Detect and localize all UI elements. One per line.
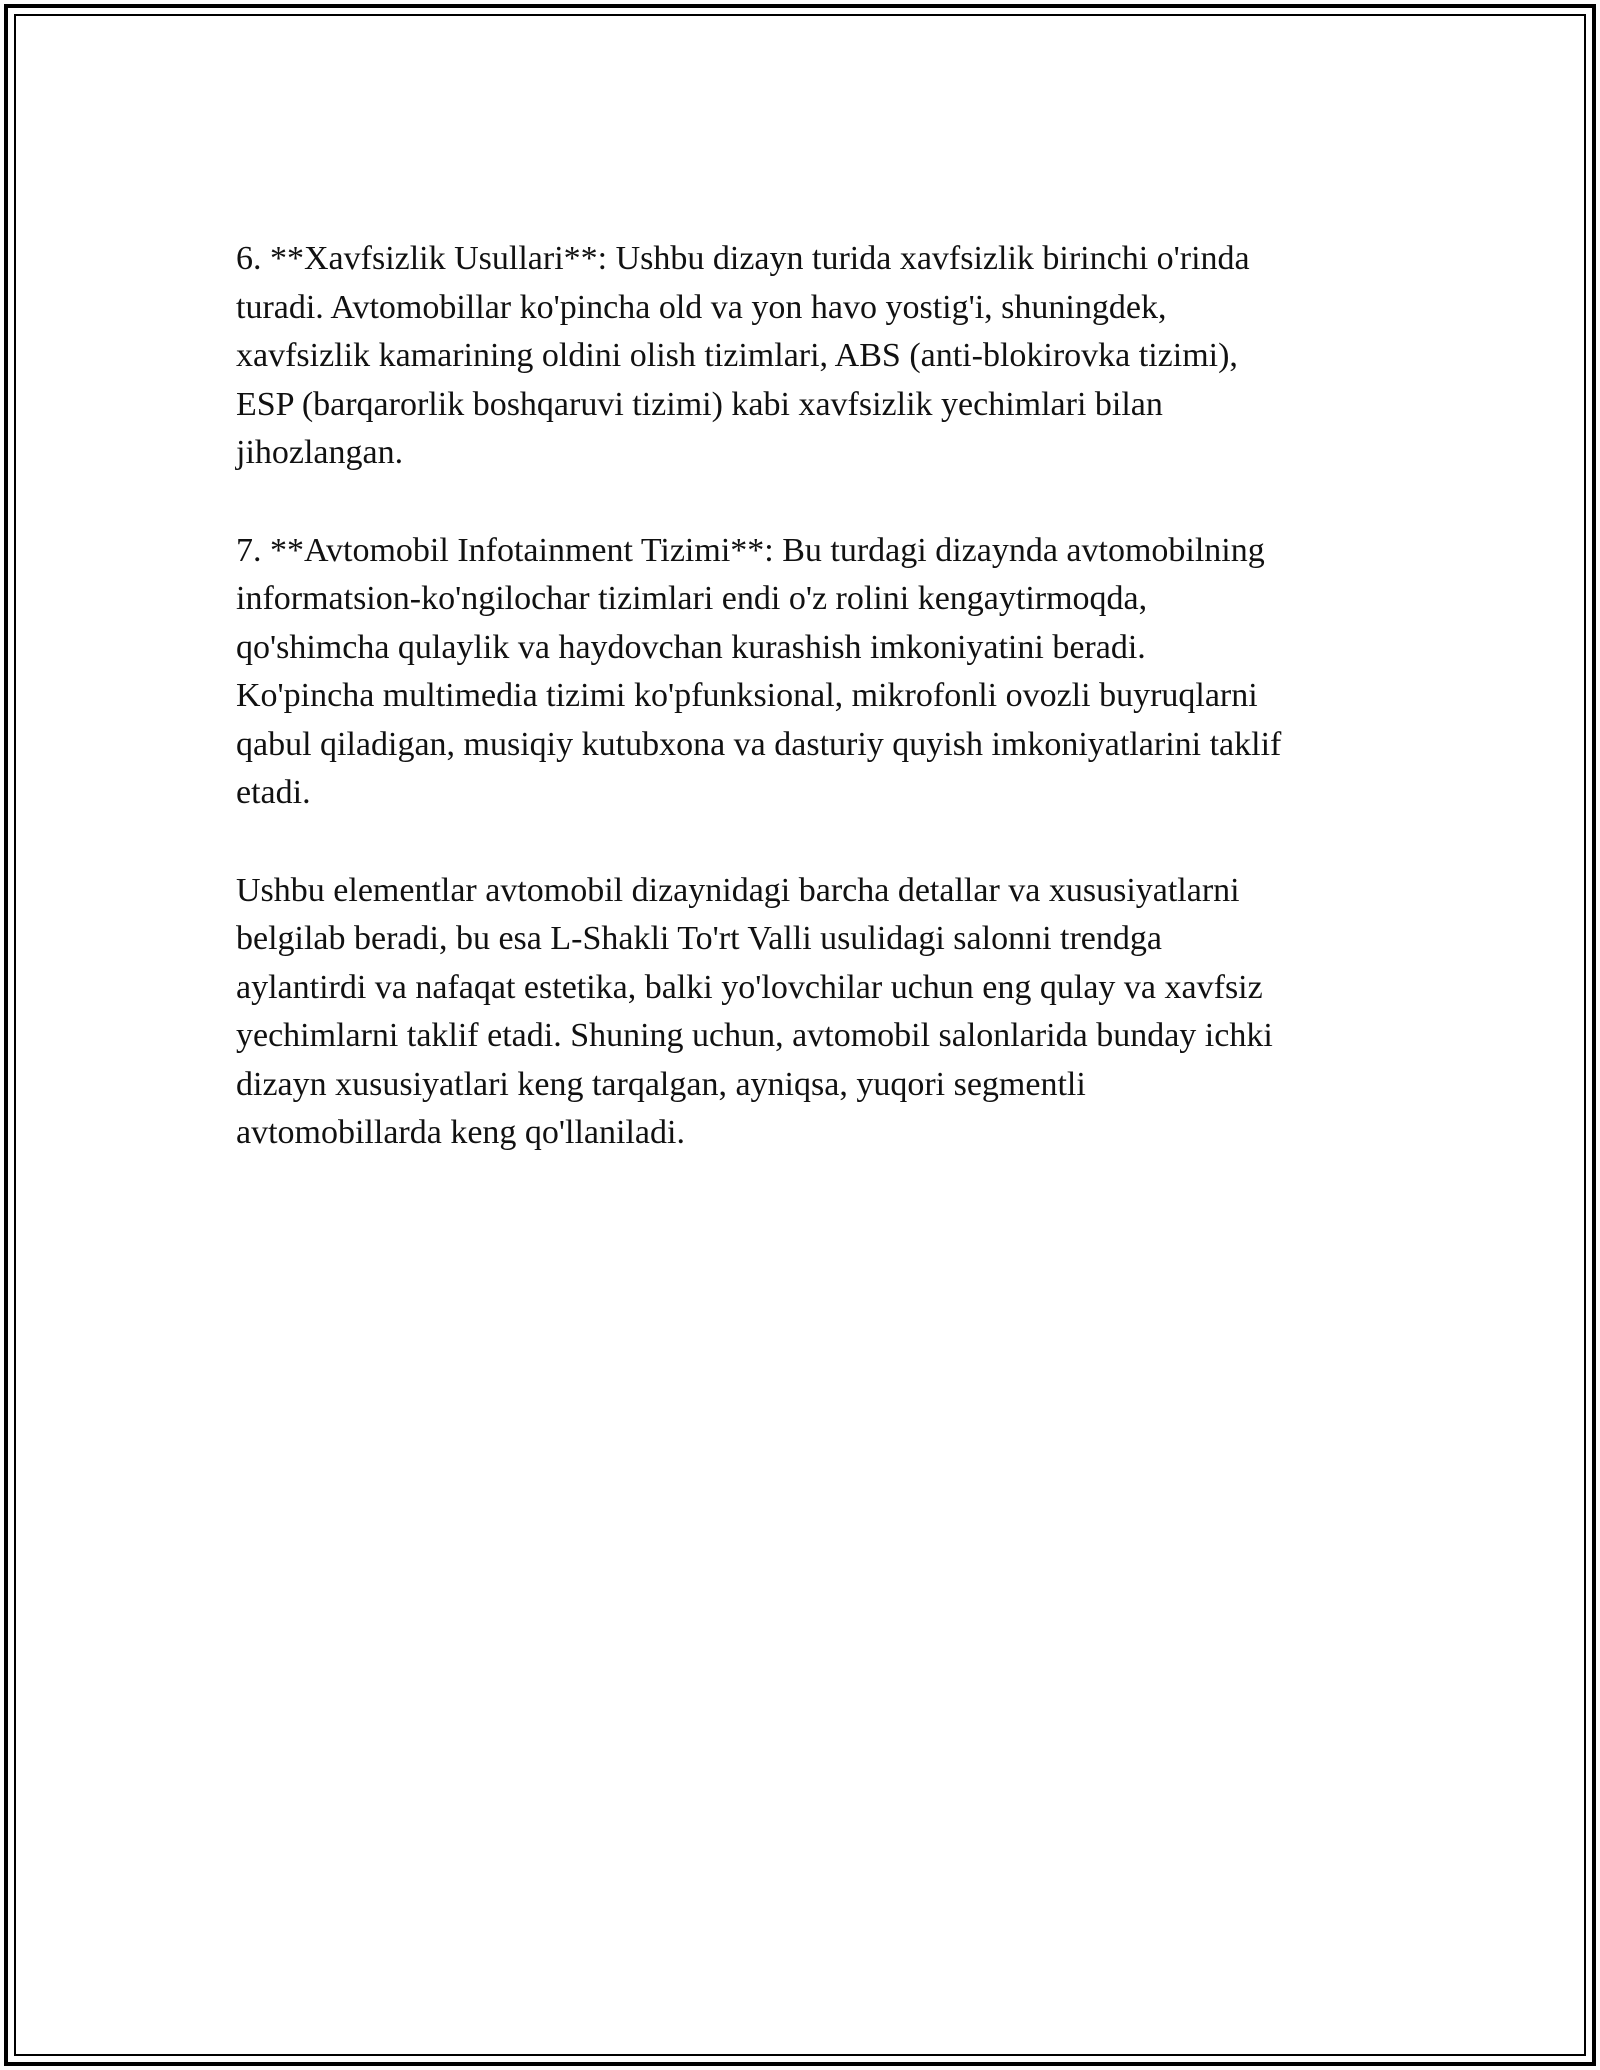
paragraph-safety-methods: 6. **Xavfsizlik Usullari**: Ushbu dizayn turida xavfsizlik birinchi o'rinda turadi. Avtomobillar ko'pincha old va yon havo yostig'i, shuningdek, xavfsizlik kamarining oldini olish tizimlari, ABS (anti-blokirovka tizimi), ESP (barqarorlik boshqaruvi tizimi) kabi xavfsizlik yechimlari bilan jihozlangan.	[236, 240, 1250, 471]
paragraph-conclusion: Ushbu elementlar avtomobil dizaynidagi barcha detallar va xususiyatlarni belgilab beradi, bu esa L-Shakli To'rt Valli usulidagi salonni trendga aylantirdi va nafaqat estetika, balki yo'lovchilar uchun eng qulay va xavfsiz yechimlarni taklif etadi. Shuning uchun, avtomobil salonlarida bunday ichki dizayn xususiyatlari keng tarqalgan, ayniqsa, yuqori segmentli avtomobillarda keng qo'llaniladi.	[236, 871, 1273, 1151]
paragraph-infotainment-system: 7. **Avtomobil Infotainment Tizimi**: Bu turdagi dizaynda avtomobilning informatsion-ko'ngilochar tizimlari endi o'z rolini kengaytirmoqda, qo'shimcha qulaylik va haydovchan kurashish imkoniyatini beradi. Ko'pincha multimedia tizimi ko'pfunksional, mikrofonli ovozli buyruqlarni qabul qiladigan, musiqiy kutubxona va dasturiy quyish imkoniyatlarini taklif etadi.	[236, 531, 1282, 811]
document-body	[236, 235, 1376, 1207]
